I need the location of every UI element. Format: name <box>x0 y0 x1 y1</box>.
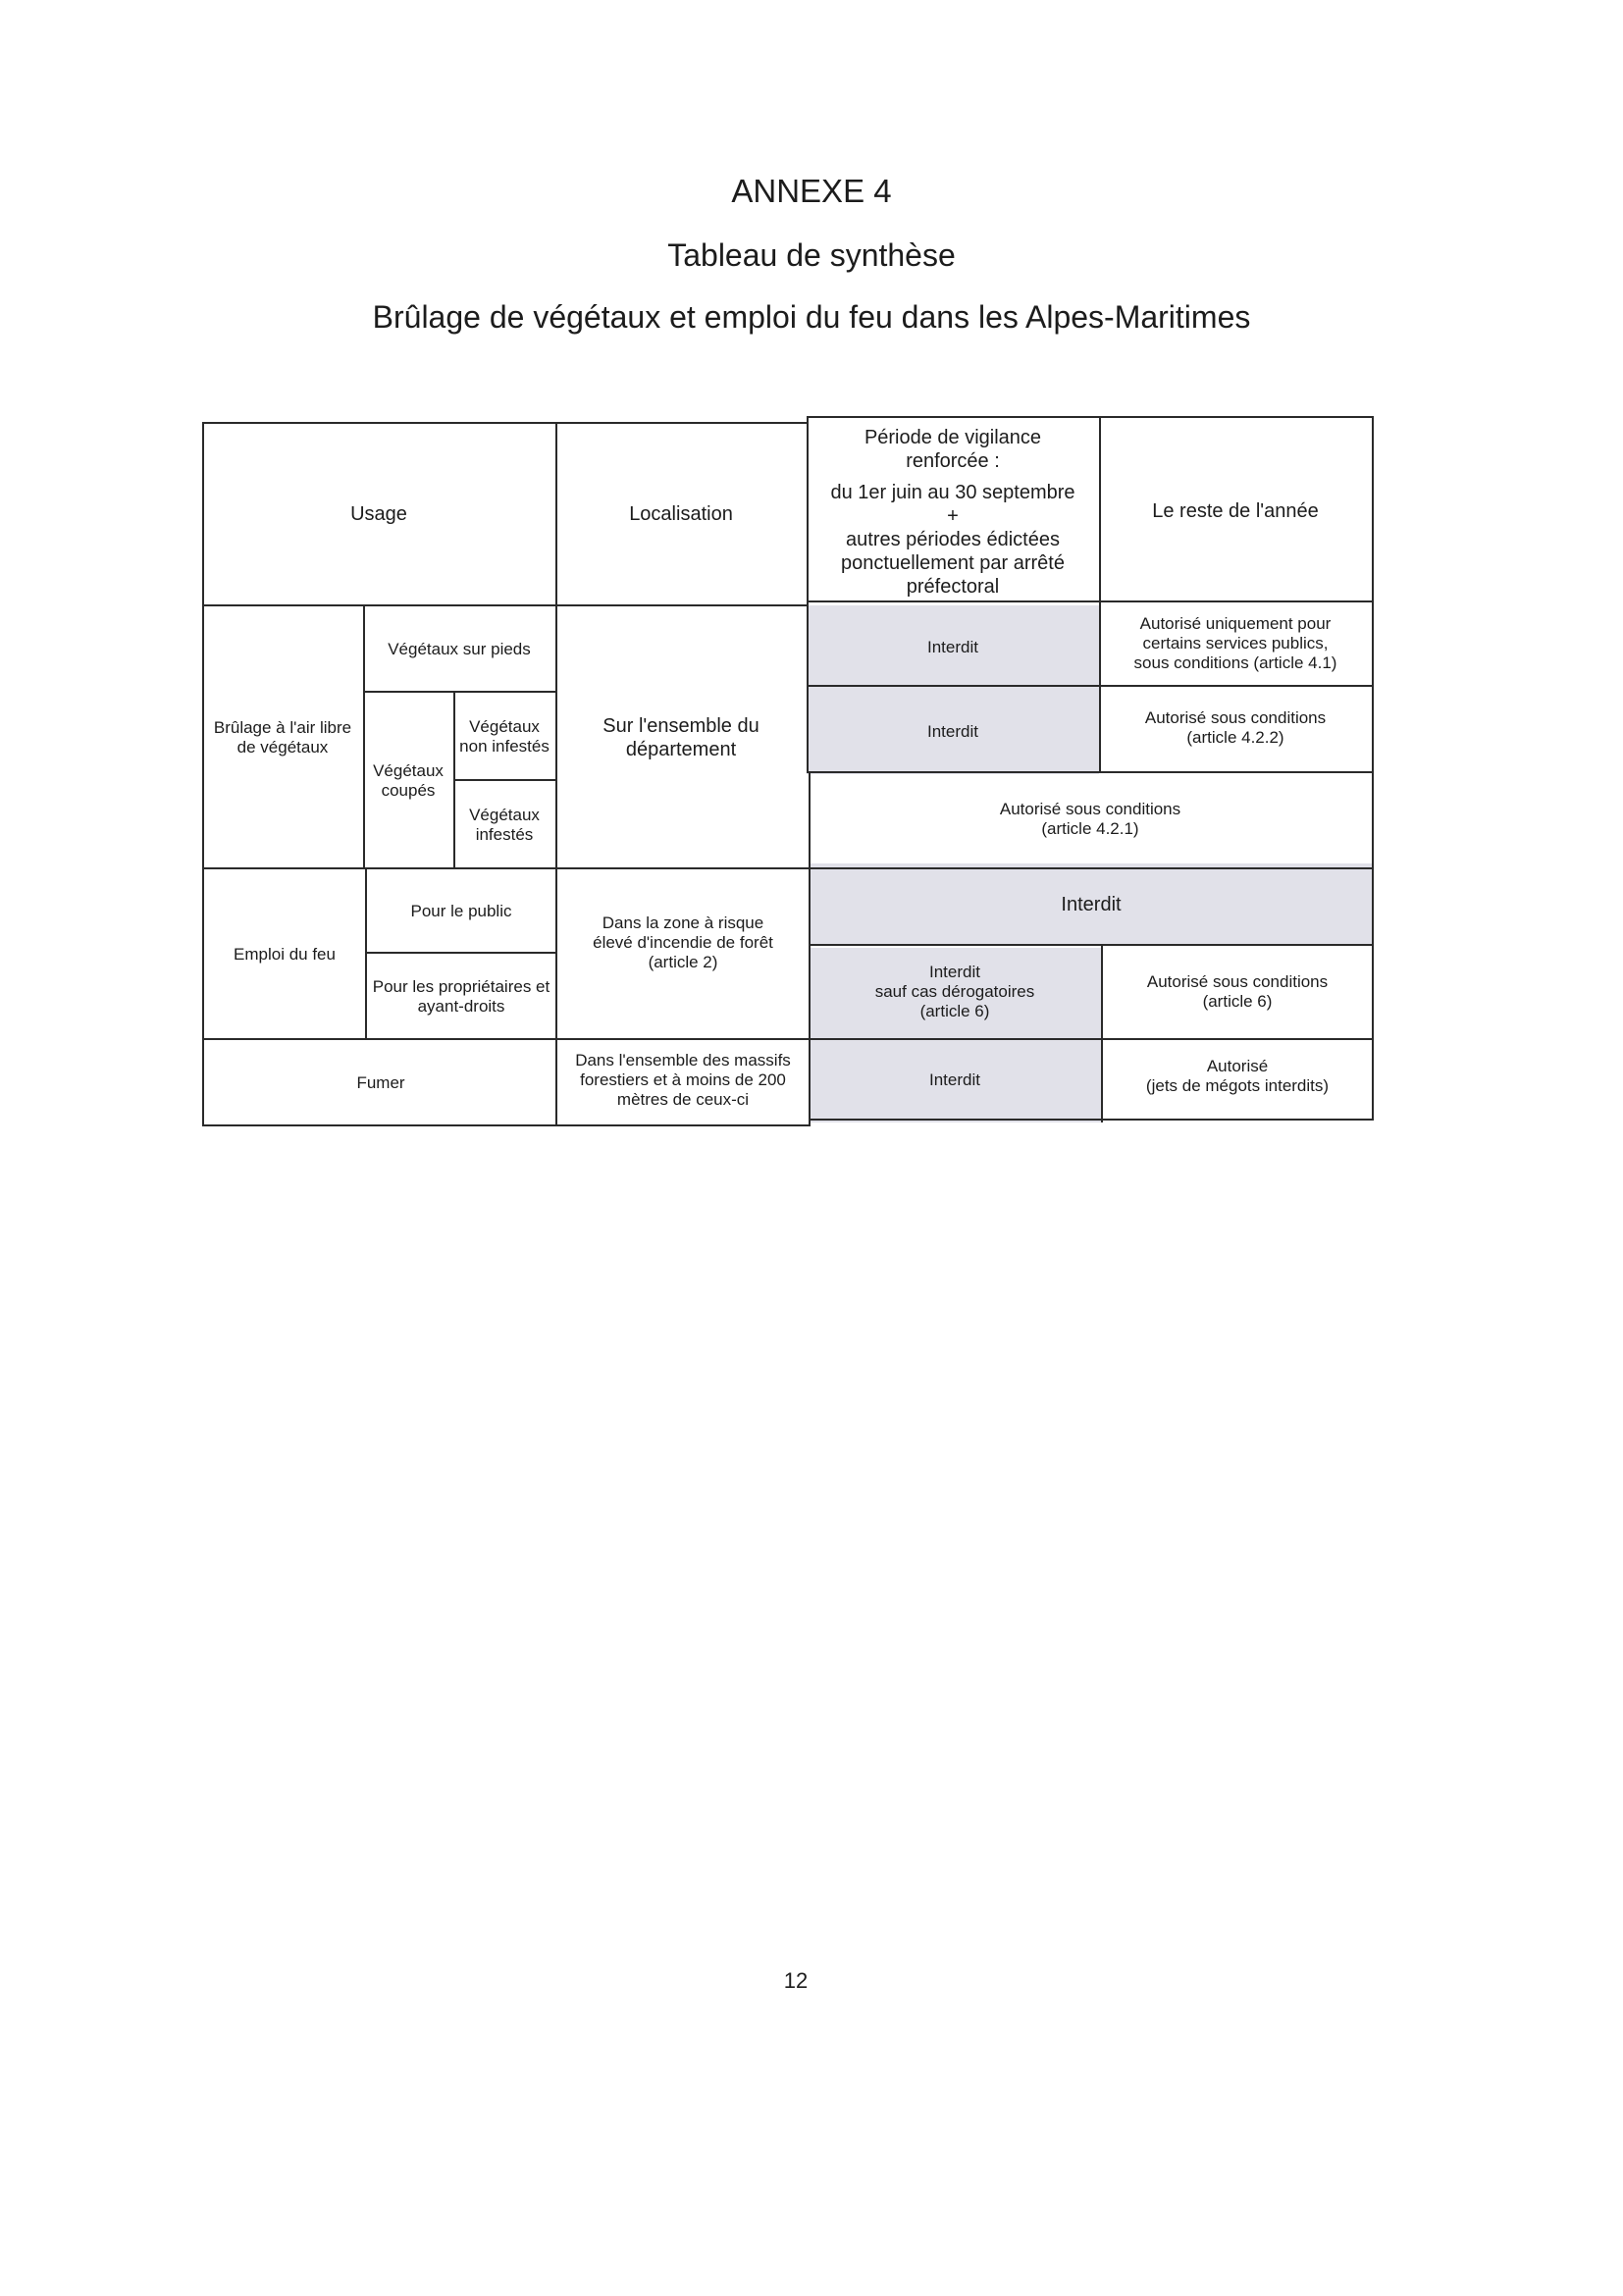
vigilance-proprietaires: Interdit sauf cas dérogatoires (article 6) <box>874 963 1035 1020</box>
vigilance-fumer: Interdit <box>929 1070 980 1089</box>
frame-left <box>202 422 204 1126</box>
usage-brulage: Brûlage à l'air libre de végétaux <box>213 718 352 757</box>
line-public-proprietaires <box>365 952 557 954</box>
frame-bottom-right <box>809 1119 1374 1121</box>
vigilance-sur-pieds: Interdit <box>927 638 978 656</box>
divider-usage-localisation <box>555 422 557 1126</box>
usage-vegetaux-infestes: Végétaux infestés <box>469 806 540 844</box>
usage-fumer: Fumer <box>356 1073 405 1092</box>
page-number: 12 <box>783 1968 809 1993</box>
line-public-bottom <box>809 944 1374 946</box>
line-sur-pieds-bottom <box>807 685 1372 687</box>
reste-sur-pieds: Autorisé uniquement pour certains services publics, sous conditions (article 4.1) <box>1133 614 1337 672</box>
usage-pour-les-proprietaires: Pour les propriétaires et ayant-droits <box>372 977 550 1016</box>
line-header-bottom-left <box>202 604 807 606</box>
localisation-massifs: Dans l'ensemble des massifs forestiers et à moins de 200 mètres de ceux-ci <box>575 1051 791 1109</box>
usage-vegetaux-coupes: Végétaux coupés <box>373 761 444 800</box>
vigilance-non-infestes: Interdit <box>927 722 978 741</box>
line-non-infestes-infestes <box>453 779 555 781</box>
localisation-zone-risque: Dans la zone à risque élevé d'incendie de forêt (article 2) <box>593 913 773 971</box>
line-non-infestes-bottom <box>807 771 1372 773</box>
usage-pour-le-public: Pour le public <box>410 902 512 920</box>
document-subtitle: Brûlage de végétaux et emploi du feu dans les Alpes-Maritimes <box>372 299 1251 335</box>
reste-proprietaires: Autorisé sous conditions (article 6) <box>1146 972 1329 1011</box>
reste-fumer: Autorisé (jets de mégots interdits) <box>1145 1057 1330 1095</box>
divider-emploi-sub <box>365 869 367 1040</box>
divider-vigilance-reste-top <box>1099 418 1101 773</box>
header-rest-of-year: Le reste de l'année <box>1152 500 1319 522</box>
line-emploi-bottom <box>204 1038 1374 1040</box>
reste-non-infestes: Autorisé sous conditions (article 4.2.2) <box>1144 708 1327 747</box>
all-year-public: Interdit <box>1061 894 1122 915</box>
divider-brulage-sub <box>363 606 365 869</box>
divider-localisation-vigilance-bottom <box>809 771 811 1126</box>
divider-vigilance-reste-bottom <box>1101 946 1103 1122</box>
localisation-departement: Sur l'ensemble du département <box>602 715 759 760</box>
line-sur-pieds-coupes <box>363 691 555 693</box>
usage-emploi-feu: Emploi du feu <box>234 945 336 964</box>
frame-right <box>1372 416 1374 1121</box>
frame-bottom-left <box>204 1124 809 1126</box>
usage-vegetaux-non-infestes: Végétaux non infestés <box>459 717 550 756</box>
annex-label: ANNEXE 4 <box>731 173 892 209</box>
line-brulage-bottom <box>202 867 1374 869</box>
header-vigilance: Période de vigilance renforcée : du 1er juin au 30 septembre + autres périodes édictées ponctuellement par arrêté préfectoral <box>830 427 1075 598</box>
header-usage: Usage <box>350 503 407 525</box>
line-header-bottom-right <box>807 600 1372 602</box>
header-localisation: Localisation <box>629 503 733 525</box>
usage-vegetaux-sur-pieds: Végétaux sur pieds <box>388 640 531 658</box>
all-year-infestes: Autorisé sous conditions (article 4.2.1) <box>999 800 1181 838</box>
document-title: Tableau de synthèse <box>667 237 956 273</box>
frame-top-right <box>807 416 1372 418</box>
frame-top-left <box>202 422 807 424</box>
divider-localisation-vigilance-top <box>807 418 809 773</box>
